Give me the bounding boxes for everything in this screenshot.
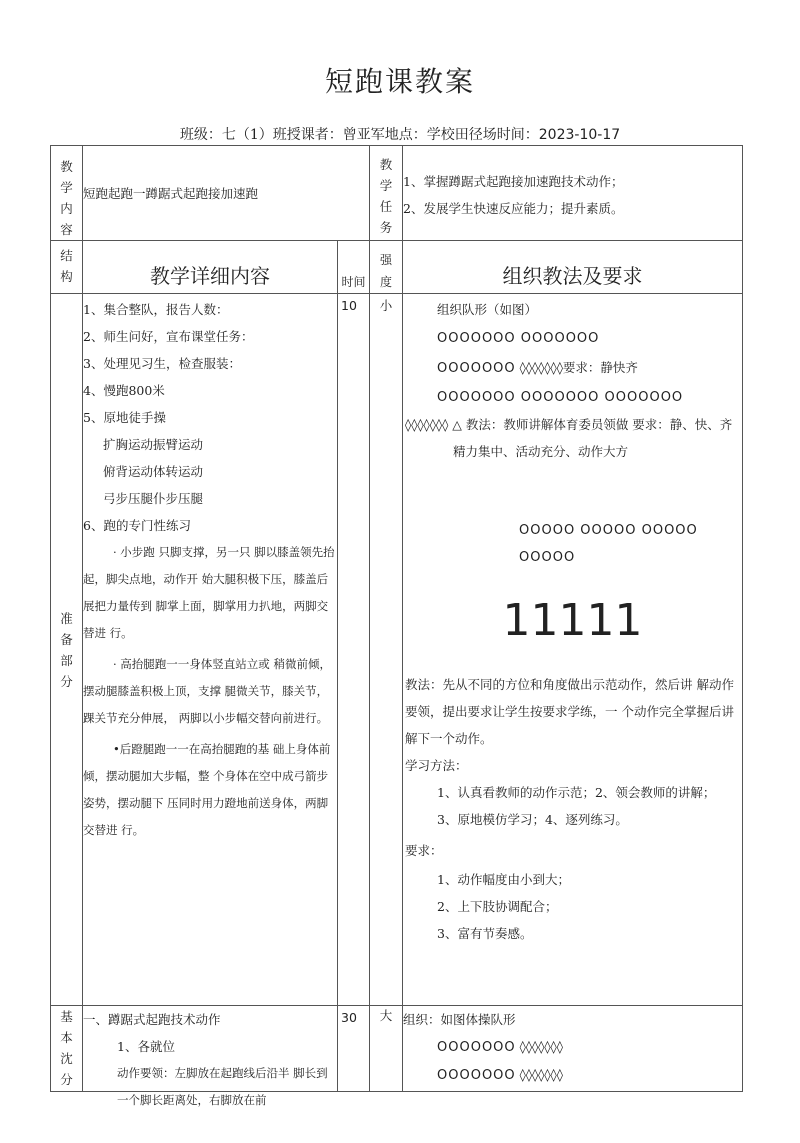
lane-markers: 11111 <box>502 595 643 646</box>
basic-intensity: 大 <box>370 1006 403 1092</box>
prep-row <box>51 294 743 1006</box>
prep-label-text: 准备部分 <box>60 610 73 689</box>
req-item: 2、上下肢协调配合； <box>437 899 558 914</box>
content-label <box>51 146 83 241</box>
teaching-method <box>403 671 742 752</box>
formation-row: OOOOO OOOOO OOOOO <box>519 523 698 538</box>
prep-item: 3、处理见习生，检查服装： <box>83 356 241 371</box>
formation-row <box>403 1033 742 1061</box>
structure-label-text: 结构 <box>60 248 73 284</box>
basic-item: 一、蹲踞式起跑技术动作 <box>83 1012 221 1027</box>
task-cell <box>403 146 743 241</box>
req-label: 要求： <box>405 843 443 858</box>
formation-diamonds: ◊◊◊◊◊◊◊ <box>519 1067 563 1082</box>
teaching-method-text: 教法：先从不同的方位和角度做出示范动作，然后讲 解动作要领，提出要求让学生按要求学练，一 个动作完全掌握后讲解下一个动作。 <box>405 677 734 746</box>
req-item: 1、动作幅度由小到大； <box>437 872 570 887</box>
content-label-text: 教学内容 <box>60 159 73 237</box>
prep-method <box>403 294 743 1006</box>
org-title: 组织队形（如图） <box>437 302 538 317</box>
basic-item: 1、各就位 <box>117 1039 175 1054</box>
structure-label <box>51 241 83 294</box>
prep-item: 2、师生问好，宣布课堂任务： <box>83 329 254 344</box>
prep-time: 10 <box>338 294 370 1006</box>
formation-row: OOOOOOO OOOOOOO <box>437 331 600 346</box>
intensity-header <box>370 241 403 294</box>
drill-back-kick: •后蹬腿跑一一在高抬腿跑的基 础上身体前倾，摆动腿加大步幅，整 个身体在空中成弓箭步姿势，摆动腿下 压同时用力蹬地前送身体，两脚交替进 行。 <box>83 742 331 837</box>
formation-circles: OOOOOOO <box>437 1068 516 1083</box>
formation-diamonds: ◊◊◊◊◊◊◊ <box>519 1039 563 1054</box>
header-row-content <box>51 146 743 241</box>
basic-item: 动作要领：左脚放在起跑线后沿半 脚长到一个脚长距离处，右脚放在前 <box>117 1066 328 1107</box>
learn-item: 3、原地模仿学习；4、逐列练习。 <box>437 812 628 827</box>
learn-label: 学习方法： <box>405 758 468 773</box>
prep-item: 4、慢跑800米 <box>83 383 165 398</box>
page-title: 短跑课教案 <box>324 65 475 98</box>
formation-row: OOOOO <box>519 550 576 565</box>
formation-method: ◊◊◊◊◊◊◊ △ 教法：教师讲解体育委员领做 要求：静、快、齐 <box>405 417 733 432</box>
prep-item: 1、集合整队，报告人数： <box>83 302 229 317</box>
formation-circles: OOOOOOO <box>437 361 516 376</box>
lesson-date: 2023-10-17 <box>538 127 621 143</box>
formation-row: OOOOOOO OOOOOOO OOOOOOO <box>437 390 684 405</box>
basic-row <box>51 1006 743 1092</box>
formation-note: 精力集中、活动充分、动作大方 <box>453 444 629 459</box>
basic-detail <box>83 1006 338 1107</box>
basic-method <box>403 1006 743 1092</box>
learn-item: 1、认真看教师的动作示范；2、领会教师的讲解； <box>437 785 716 800</box>
prep-item: 扩胸运动振臂运动 <box>103 437 204 452</box>
lesson-plan-table <box>50 145 743 1107</box>
prep-label <box>51 294 83 1006</box>
req-item: 3、富有节奏感。 <box>437 926 533 941</box>
drill-high-knees: · 高抬腿跑一一身体竖直站立或 稍微前倾，摆动腿膝盖积极上顶，支撑 腿微关节，膝关节，踝关节充分伸展， 两脚以小步幅交替向前进行。 <box>83 657 331 725</box>
task-item: 2、发展学生快速反应能力；提升素质。 <box>403 201 624 216</box>
detail-header: 教学详细内容 <box>83 241 338 294</box>
formation-row <box>403 354 742 382</box>
drill-small-steps: · 小步跑 只脚支撑，另一只 脚以膝盖领先抬起，脚尖点地，动作开 始大腿积极下压，膝盖后展把力量传到 脚掌上面，脚掌用力扒地，两脚交替进 行。 <box>83 545 335 640</box>
formation-circles: OOOOOOO <box>437 1040 516 1055</box>
prep-item: 俯背运动体转运动 <box>103 464 204 479</box>
class-info-text: 班级：七（1）班授课者：曾亚军地点：学校田径场时间： <box>179 127 539 143</box>
task-label <box>370 146 403 241</box>
prep-item: 6、跑的专门性练习 <box>83 518 191 533</box>
basic-time: 30 <box>338 1006 370 1092</box>
prep-item: 5、原地徒手操 <box>83 410 166 425</box>
class-info <box>0 124 800 144</box>
content-text: 短跑起跑一蹲踞式起跑接加速跑 <box>83 185 259 201</box>
basic-label <box>51 1006 83 1092</box>
prep-intensity: 小 <box>370 294 403 1006</box>
content-cell <box>83 146 370 241</box>
formation-row <box>403 1061 742 1089</box>
formation-requirement: ◊◊◊◊◊◊◊要求：静快齐 <box>519 360 638 375</box>
basic-label-text: 基本沈分 <box>60 1009 73 1087</box>
basic-org: 组织：如图体操队形 <box>403 1012 516 1027</box>
header-row-columns <box>51 241 743 294</box>
task-item: 1、掌握蹲踞式起跑接加速跑技术动作； <box>403 174 624 189</box>
intensity-header-text: 强度 <box>380 253 393 289</box>
task-label-text: 教学任务 <box>379 157 393 235</box>
time-header: 时间 <box>338 241 370 294</box>
prep-detail <box>83 294 338 1006</box>
prep-item: 弓步压腿仆步压腿 <box>103 491 204 506</box>
method-header: 组织教法及要求 <box>403 241 743 294</box>
